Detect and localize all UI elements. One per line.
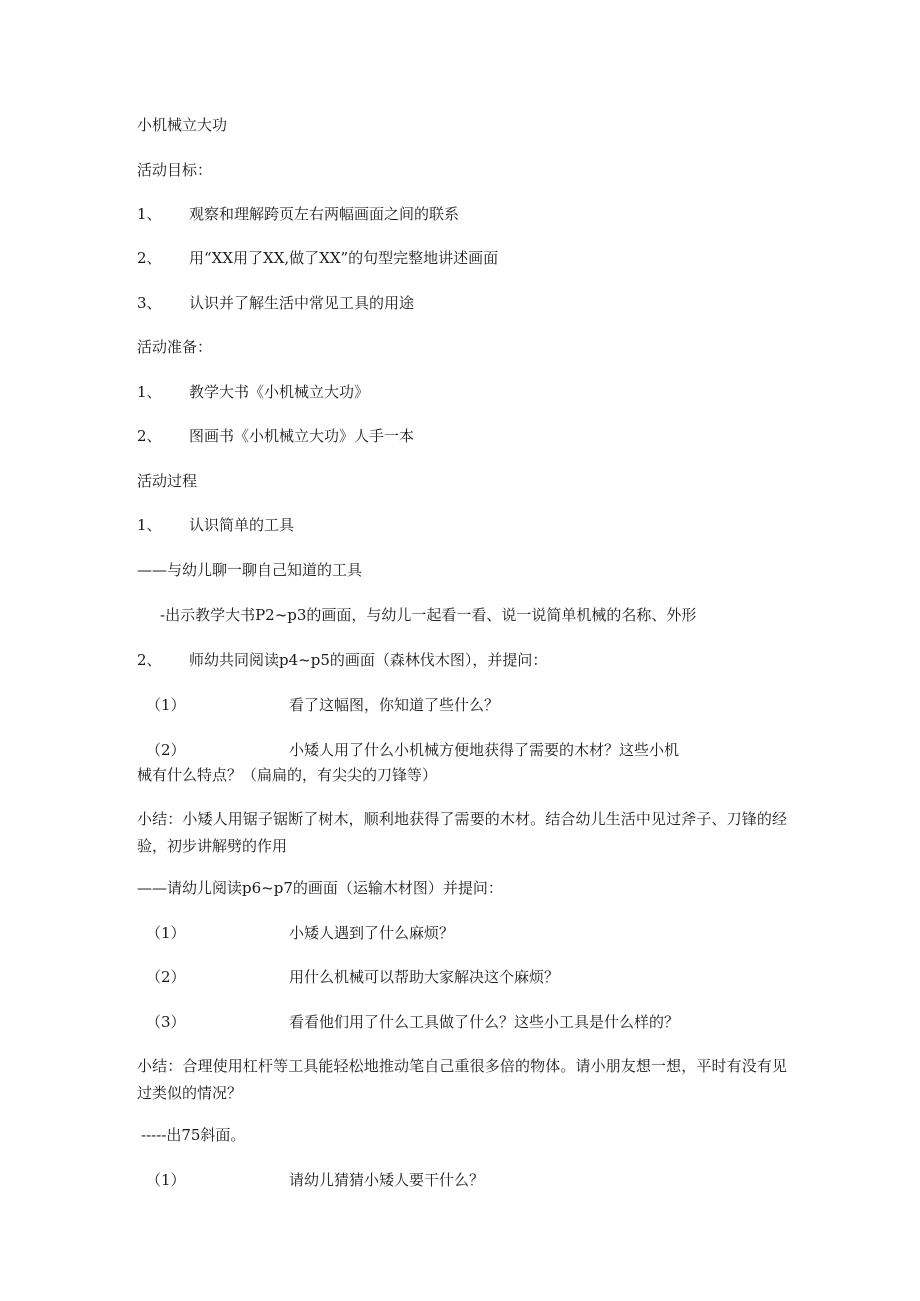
- prep-text: 教学大书《小机械立大功》: [189, 383, 370, 401]
- question-text: 看看他们用了什么工具做了什么？这些小工具是什么样的？: [289, 1013, 680, 1031]
- question-number: （2）: [146, 968, 186, 986]
- step-number: 2、: [137, 651, 162, 669]
- dash-line: ——请幼儿阅读p6~p7的画面（运输木材图）并提问：: [137, 879, 503, 897]
- goal-number: 1、: [137, 205, 162, 223]
- goal-text: 认识并了解生活中常见工具的用途: [189, 294, 415, 312]
- prep-number: 2、: [137, 427, 162, 445]
- prep-number: 1、: [137, 383, 162, 401]
- question-number: （1）: [146, 1171, 186, 1189]
- goal-text: 观察和理解跨页左右两幅画面之间的联系: [189, 205, 460, 223]
- question-number: （1）: [146, 924, 186, 942]
- dash-line: ——与幼儿聊一聊自己知道的工具: [137, 561, 363, 579]
- question-text: 用什么机械可以帮助大家解决这个麻烦？: [289, 968, 560, 986]
- question-number: （2）: [146, 741, 186, 759]
- goal-number: 3、: [137, 294, 162, 312]
- goal-text: 用“XX用了XX,做了XX”的句型完整地讲述画面: [189, 249, 499, 267]
- document-title: 小机械立大功: [137, 116, 228, 134]
- prep-text: 图画书《小机械立大功》人手一本: [189, 427, 415, 445]
- question-continuation: 械有什么特点？（扁扁的，有尖尖的刀锋等）: [137, 766, 438, 784]
- question-text: 小矮人用了什么小机械方便地获得了需要的木材？这些小机: [289, 741, 680, 759]
- summary-paragraph: 小结：小矮人用锯子锯断了树木，顺利地获得了需要的木材。结合幼儿生活中见过斧子、刀锋的经验，初步讲解劈的作用: [137, 810, 787, 855]
- step-text: 师幼共同阅读p4~p5的画面（森林伐木图），并提问：: [189, 651, 548, 669]
- question-number: （1）: [146, 696, 186, 714]
- question-text: 小矮人遇到了什么麻烦？: [289, 924, 455, 942]
- step-number: 1、: [137, 516, 162, 534]
- prep-heading: 活动准备：: [137, 338, 213, 356]
- step-text: 认识简单的工具: [189, 516, 295, 534]
- question-text: 请幼儿猜猜小矮人要干什么？: [289, 1171, 485, 1189]
- process-heading: 活动过程: [137, 472, 198, 490]
- goal-number: 2、: [137, 249, 162, 267]
- summary-paragraph: 小结：合理使用杠杆等工具能轻松地推动笔自己重很多倍的物体。请小朋友想一想，平时有没有见过类似的情况？: [137, 1057, 787, 1102]
- dash-line: -----出75斜面。: [141, 1126, 246, 1144]
- goals-heading: 活动目标：: [137, 161, 213, 179]
- question-text: 看了这幅图，你知道了些什么？: [289, 696, 500, 714]
- dash-line: -出示教学大书P2~p3的画面，与幼儿一起看一看、说一说简单机械的名称、外形: [160, 606, 697, 624]
- question-number: （3）: [146, 1013, 186, 1031]
